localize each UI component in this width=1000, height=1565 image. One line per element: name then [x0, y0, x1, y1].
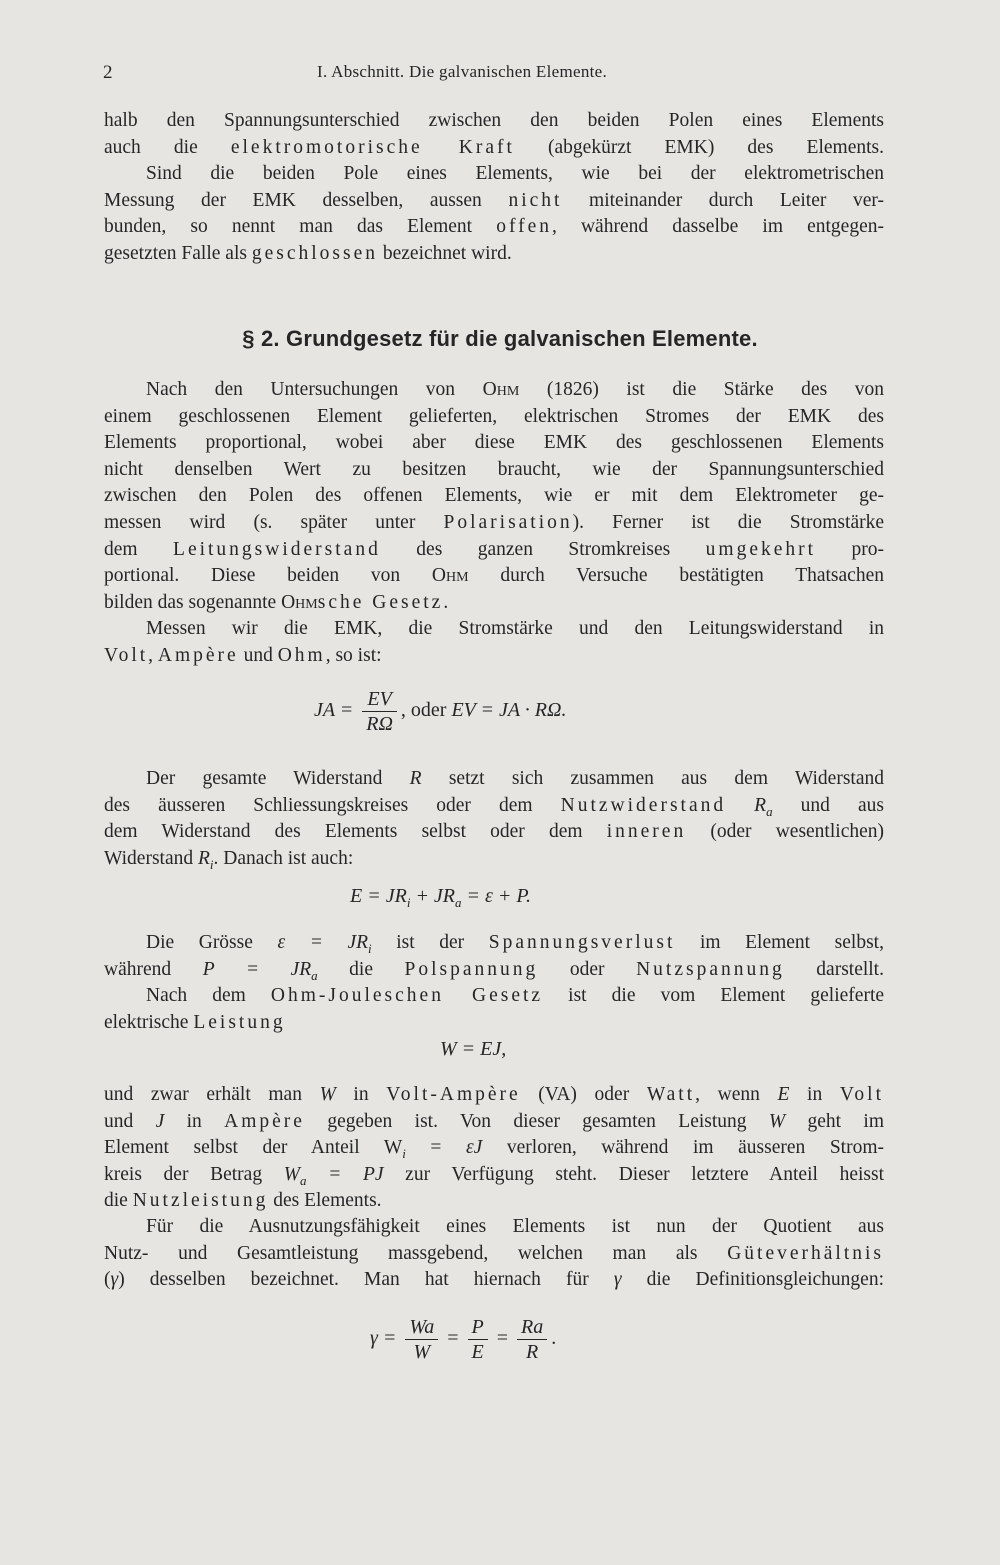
unit-name: Ampère	[224, 1110, 305, 1132]
text-line: einem geschlossenen Element gelieferten, elektrischen Stromes der EMK des	[104, 405, 884, 427]
text-line: die Nutzleistung des Elements.	[104, 1190, 382, 1212]
unit-name: Volt-Ampère	[386, 1084, 521, 1105]
text-line: bilden das sogenannte Ohmsche Gesetz.	[104, 591, 452, 613]
emphasis: geschlossen	[251, 242, 378, 264]
text-line: dem Leitungswiderstand des ganzen Stromkreises umgekehrt pro-	[104, 538, 884, 560]
section-heading: § 2. Grundgesetz für die galvanischen Elemente.	[242, 326, 758, 351]
author-name: Ohm	[482, 379, 520, 400]
text-line: nicht denselben Wert zu besitzen braucht, wie der Spannungsunterschied	[104, 458, 884, 480]
text-line: während $P = JR_a$ die Polspannung oder Nutzspannung darstellt.	[104, 958, 884, 983]
emphasis: Nutzwiderstand	[560, 794, 727, 816]
text-line: Messen wir die EMK, die Stromstärke und den Leitungswiderstand in	[146, 618, 884, 640]
text-line: gesetzten Falle als geschlossen bezeichnet wird.	[104, 242, 512, 264]
text-line: Elements proportional, wobei aber diese EMK des geschlossenen Elements	[104, 432, 884, 454]
fraction: $\frac{EV}{R\Omega}$	[362, 688, 397, 735]
text-line: Widerstand $R_i$. Danach ist auch:	[104, 847, 354, 872]
emphasis: umgekehrt	[705, 538, 817, 560]
emphasis: Polspannung	[404, 958, 539, 980]
emphasis: Nutzleistung	[132, 1190, 269, 1212]
unit-name: Ohm	[277, 644, 326, 666]
emphasis: inneren	[606, 821, 687, 843]
emphasis: Spannungsverlust	[488, 932, 676, 953]
author-name: Ohm	[281, 591, 318, 613]
fraction: $\frac{Wa}{W}$	[405, 1316, 438, 1363]
formula-voltage-sum: $E = JR_i + JR_a = \varepsilon + P$.	[350, 885, 532, 910]
text-line: portional. Diese beiden von Ohm durch Versuche bestätigten Thatsachen	[104, 565, 884, 587]
text-line: Volt, Ampère und Ohm, so ist:	[104, 644, 382, 666]
fraction: $\frac{Ra}{R}$	[517, 1316, 547, 1363]
text-line: Nutz- und Gesamtleistung massgebend, welchen man als Güteverhältnis	[104, 1242, 884, 1264]
running-head	[103, 62, 883, 88]
emphasis: nicht	[508, 189, 563, 211]
author-name: Ohm	[431, 565, 469, 587]
emphasis: Leistung	[193, 1011, 286, 1033]
unit-name: Volt	[839, 1084, 884, 1105]
emphasis: elektromotorische Kraft	[230, 136, 515, 158]
text-line: zwischen den Polen des offenen Elements, wie er mit dem Elektrometer ge-	[104, 485, 884, 507]
unit-name: Ampère	[157, 644, 239, 666]
text-line: Messung der EMK desselben, aussen nicht miteinander durch Leiter ver-	[104, 189, 884, 211]
text-line: Element selbst der Anteil $W_i = \varepsilon J$ verloren, während im äusseren Strom-	[104, 1137, 885, 1162]
text-line: und zwar erhält man W in Volt-Ampère (VA) oder Watt, wenn E in Volt	[104, 1084, 884, 1105]
text-line: kreis der Betrag $W_a$ = PJ zur Verfügung steht. Dieser letztere Anteil heisst	[104, 1163, 884, 1188]
text-line: messen wird (s. später unter Polarisation). Ferner ist die Stromstärke	[104, 511, 884, 533]
paragraph-power	[104, 1082, 884, 1215]
emphasis: Leitungswiderstand	[173, 538, 381, 560]
text-line: Der gesamte Widerstand R setzt sich zusammen aus dem Widerstand	[146, 768, 884, 789]
text-line: Nach dem Ohm-Jouleschen Gesetz ist die vom Element gelieferte	[146, 985, 885, 1007]
text-line: (γ) desselben bezeichnet. Man hat hiernach für γ die Definitionsgleichungen:	[104, 1269, 884, 1291]
formula-ohm-law: JA = $\frac{EV}{R\Omega}$ , oder EV = JA · RΩ.	[314, 688, 567, 735]
emphasis: offen	[496, 216, 552, 238]
paragraph-voltage-loss	[104, 930, 884, 1036]
text-line: dem Widerstand des Elements selbst oder dem inneren (oder wesentlichen)	[104, 821, 884, 843]
text-line: auch die elektromotorische Kraft (abgekürzt EMK) des Elements.	[104, 136, 884, 158]
formula-efficiency: γ = $\frac{Wa}{W}$ = $\frac{P}{E}$ = $\frac{Ra}{R}$ .	[370, 1316, 557, 1363]
text-line: und J in Ampère gegeben ist. Von dieser gesamten Leistung W geht im	[104, 1110, 885, 1132]
text-line: des äusseren Schliessungskreises oder dem Nutzwiderstand $R_a$ und aus	[104, 794, 885, 819]
formula-power: W = EJ,	[440, 1038, 507, 1060]
paragraph-resistance	[104, 766, 884, 872]
unit-name: Watt	[646, 1084, 696, 1105]
page-number: 2	[103, 62, 113, 83]
emphasis: Ohm-Jouleschen Gesetz	[270, 985, 544, 1007]
text-line: bunden, so nennt man das Element offen, während dasselbe im entgegen-	[104, 216, 884, 238]
emphasis: Nutzspannung	[636, 958, 785, 980]
fraction: $\frac{P}{E}$	[468, 1316, 488, 1363]
text-line: Die Grösse $\varepsilon = JR_i$ ist der Spannungsverlust im Element selbst,	[146, 932, 884, 956]
text-line: Für die Ausnutzungsfähigkeit eines Elements ist nun der Quotient aus	[146, 1216, 884, 1237]
emphasis: Polarisation	[443, 511, 573, 533]
text-line: halb den Spannungsunterschied zwischen den beiden Polen eines Elements	[104, 110, 884, 131]
running-title: I. Abschnitt. Die galvanischen Elemente.	[317, 62, 608, 81]
text-line: Sind die beiden Pole eines Elements, wie bei der elektrometrischen	[146, 163, 884, 185]
emphasis: Güteverhältnis	[727, 1242, 884, 1264]
intro-paragraph	[104, 108, 884, 268]
paragraph-efficiency	[104, 1214, 884, 1294]
unit-name: Volt	[104, 644, 149, 666]
text-line: Nach den Untersuchungen von Ohm (1826) ist die Stärke des von	[146, 379, 884, 400]
paragraph-ohm	[104, 377, 884, 670]
text-line: elektrische Leistung	[104, 1011, 286, 1033]
